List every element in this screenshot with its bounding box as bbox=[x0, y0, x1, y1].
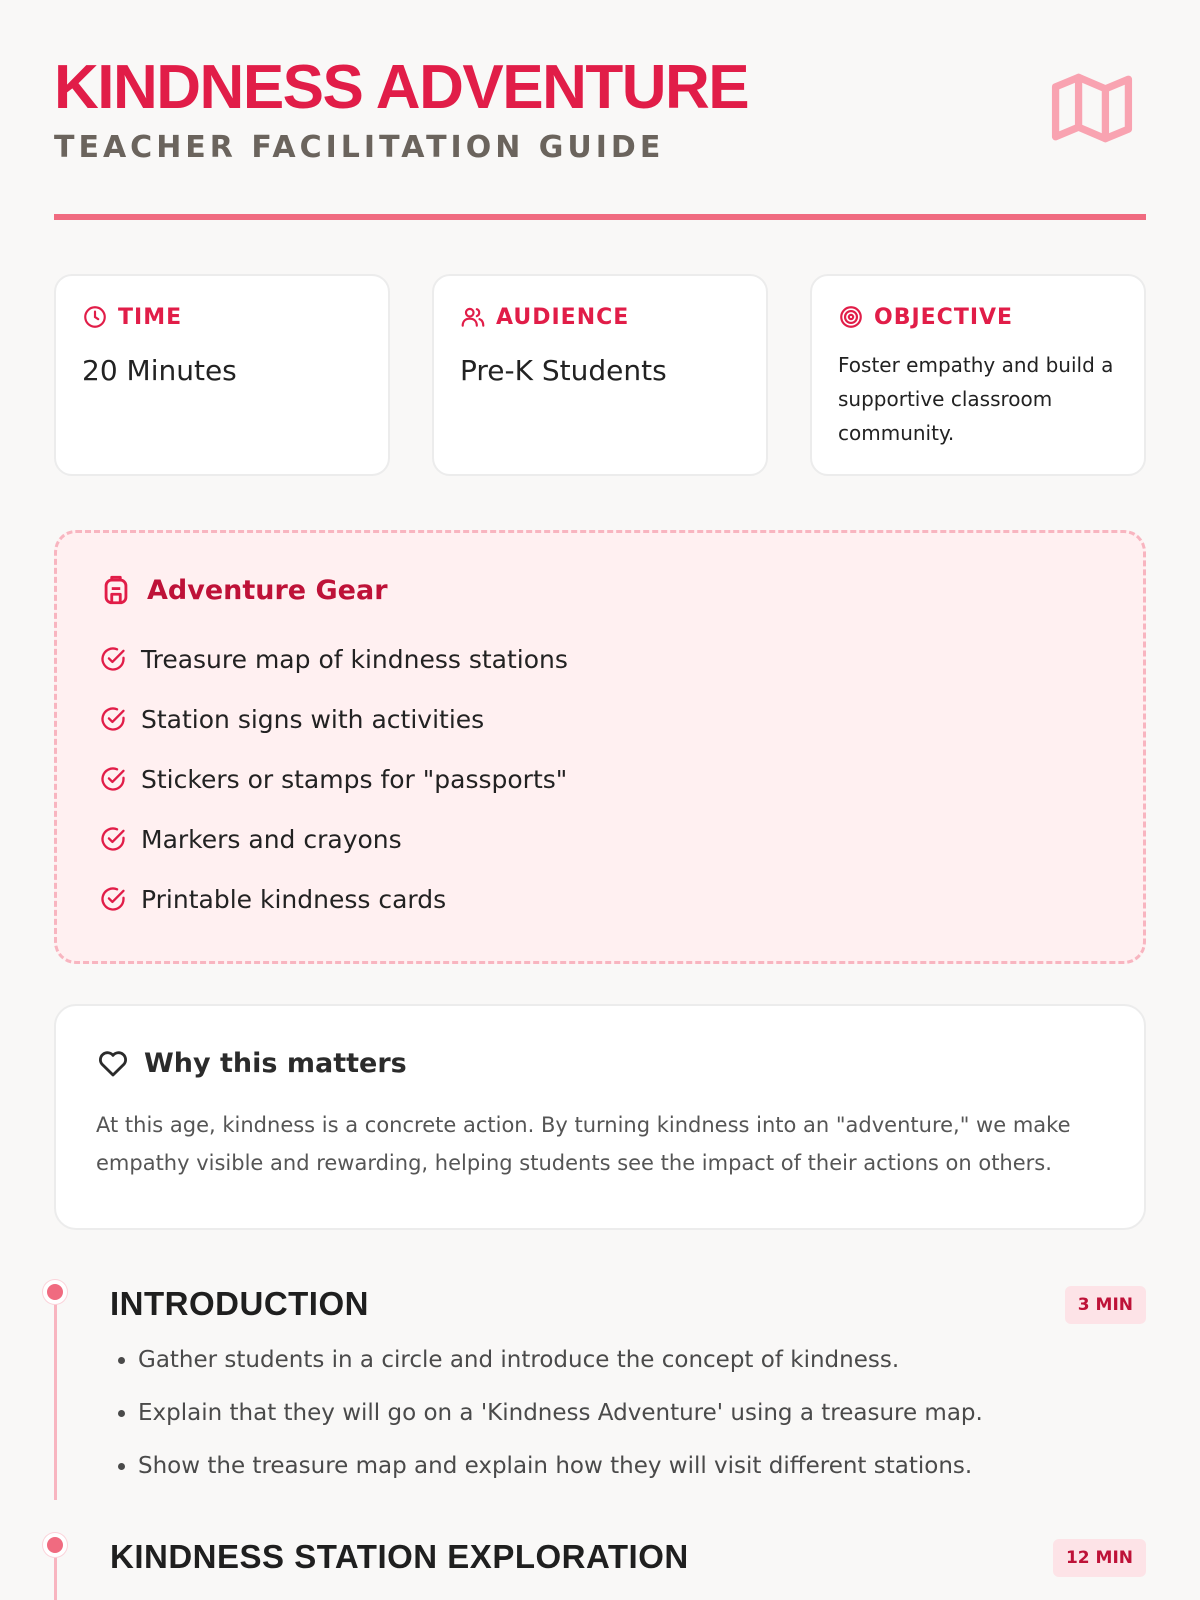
audience-value: Pre-K Students bbox=[460, 354, 667, 387]
page-subtitle: TEACHER FACILITATION GUIDE bbox=[54, 130, 665, 165]
target-icon bbox=[838, 304, 864, 330]
heart-icon bbox=[96, 1046, 130, 1080]
gear-item bbox=[99, 749, 1101, 809]
timeline-rail bbox=[54, 1304, 57, 1500]
phase-steps bbox=[138, 1340, 1146, 1499]
gear-item-label: Treasure map of kindness stations bbox=[141, 644, 568, 674]
phase-title: KINDNESS STATION EXPLORATION bbox=[110, 1538, 689, 1575]
objective-label: OBJECTIVE bbox=[874, 304, 1014, 330]
gear-title: Adventure Gear bbox=[147, 574, 388, 606]
duration-badge: 3 MIN bbox=[1065, 1286, 1146, 1324]
check-circle-icon bbox=[99, 705, 127, 733]
why-text: At this age, kindness is a concrete action. By turning kindness into an "adventure," we make empathy visible and rewarding, helping students see the impact of their actions on others. bbox=[96, 1113, 1071, 1175]
why-this-matters-panel bbox=[54, 1004, 1146, 1230]
phase-step: • Explain that they will go on a 'Kindness Adventure' using a treasure map. bbox=[138, 1393, 1146, 1446]
duration-badge: 12 MIN bbox=[1053, 1539, 1146, 1577]
users-icon bbox=[460, 304, 486, 330]
adventure-gear-panel bbox=[54, 530, 1146, 964]
header bbox=[54, 0, 1146, 220]
audience-label: AUDIENCE bbox=[496, 304, 630, 330]
gear-item bbox=[99, 809, 1101, 869]
phase-step: • Show the treasure map and explain how they will visit different stations. bbox=[138, 1446, 1146, 1499]
check-circle-icon bbox=[99, 645, 127, 673]
check-circle-icon bbox=[99, 765, 127, 793]
timeline-rail bbox=[54, 1557, 57, 1600]
gear-item bbox=[99, 869, 1101, 929]
objective-card bbox=[810, 274, 1146, 476]
check-circle-icon bbox=[99, 885, 127, 913]
objective-value: Foster empathy and build a supportive classroom community. bbox=[838, 353, 1114, 445]
phase-introduction bbox=[54, 1280, 1146, 1499]
time-label: TIME bbox=[118, 304, 183, 330]
gear-item-label: Stickers or stamps for "passports" bbox=[141, 764, 568, 794]
map-icon bbox=[1046, 62, 1138, 154]
clock-icon bbox=[82, 304, 108, 330]
gear-item-label: Markers and crayons bbox=[141, 824, 402, 854]
gear-item bbox=[99, 629, 1101, 689]
phase-title: INTRODUCTION bbox=[110, 1285, 369, 1322]
timeline-dot bbox=[43, 1533, 67, 1557]
info-cards bbox=[54, 274, 1146, 476]
gear-item-label: Printable kindness cards bbox=[141, 884, 447, 914]
time-value: 20 Minutes bbox=[82, 354, 237, 387]
phase-step: • Gather students in a circle and introduce the concept of kindness. bbox=[138, 1340, 1146, 1393]
page-title: KINDNESS ADVENTURE bbox=[54, 53, 749, 122]
lesson-timeline bbox=[54, 1280, 1146, 1579]
backpack-icon bbox=[99, 573, 133, 607]
gear-item-label: Station signs with activities bbox=[141, 704, 485, 734]
why-title: Why this matters bbox=[144, 1047, 407, 1079]
phase-kindness-station-exploration bbox=[54, 1533, 1146, 1579]
audience-card bbox=[432, 274, 768, 476]
timeline-dot bbox=[43, 1280, 67, 1304]
gear-list bbox=[99, 629, 1101, 929]
time-card bbox=[54, 274, 390, 476]
check-circle-icon bbox=[99, 825, 127, 853]
gear-item bbox=[99, 689, 1101, 749]
